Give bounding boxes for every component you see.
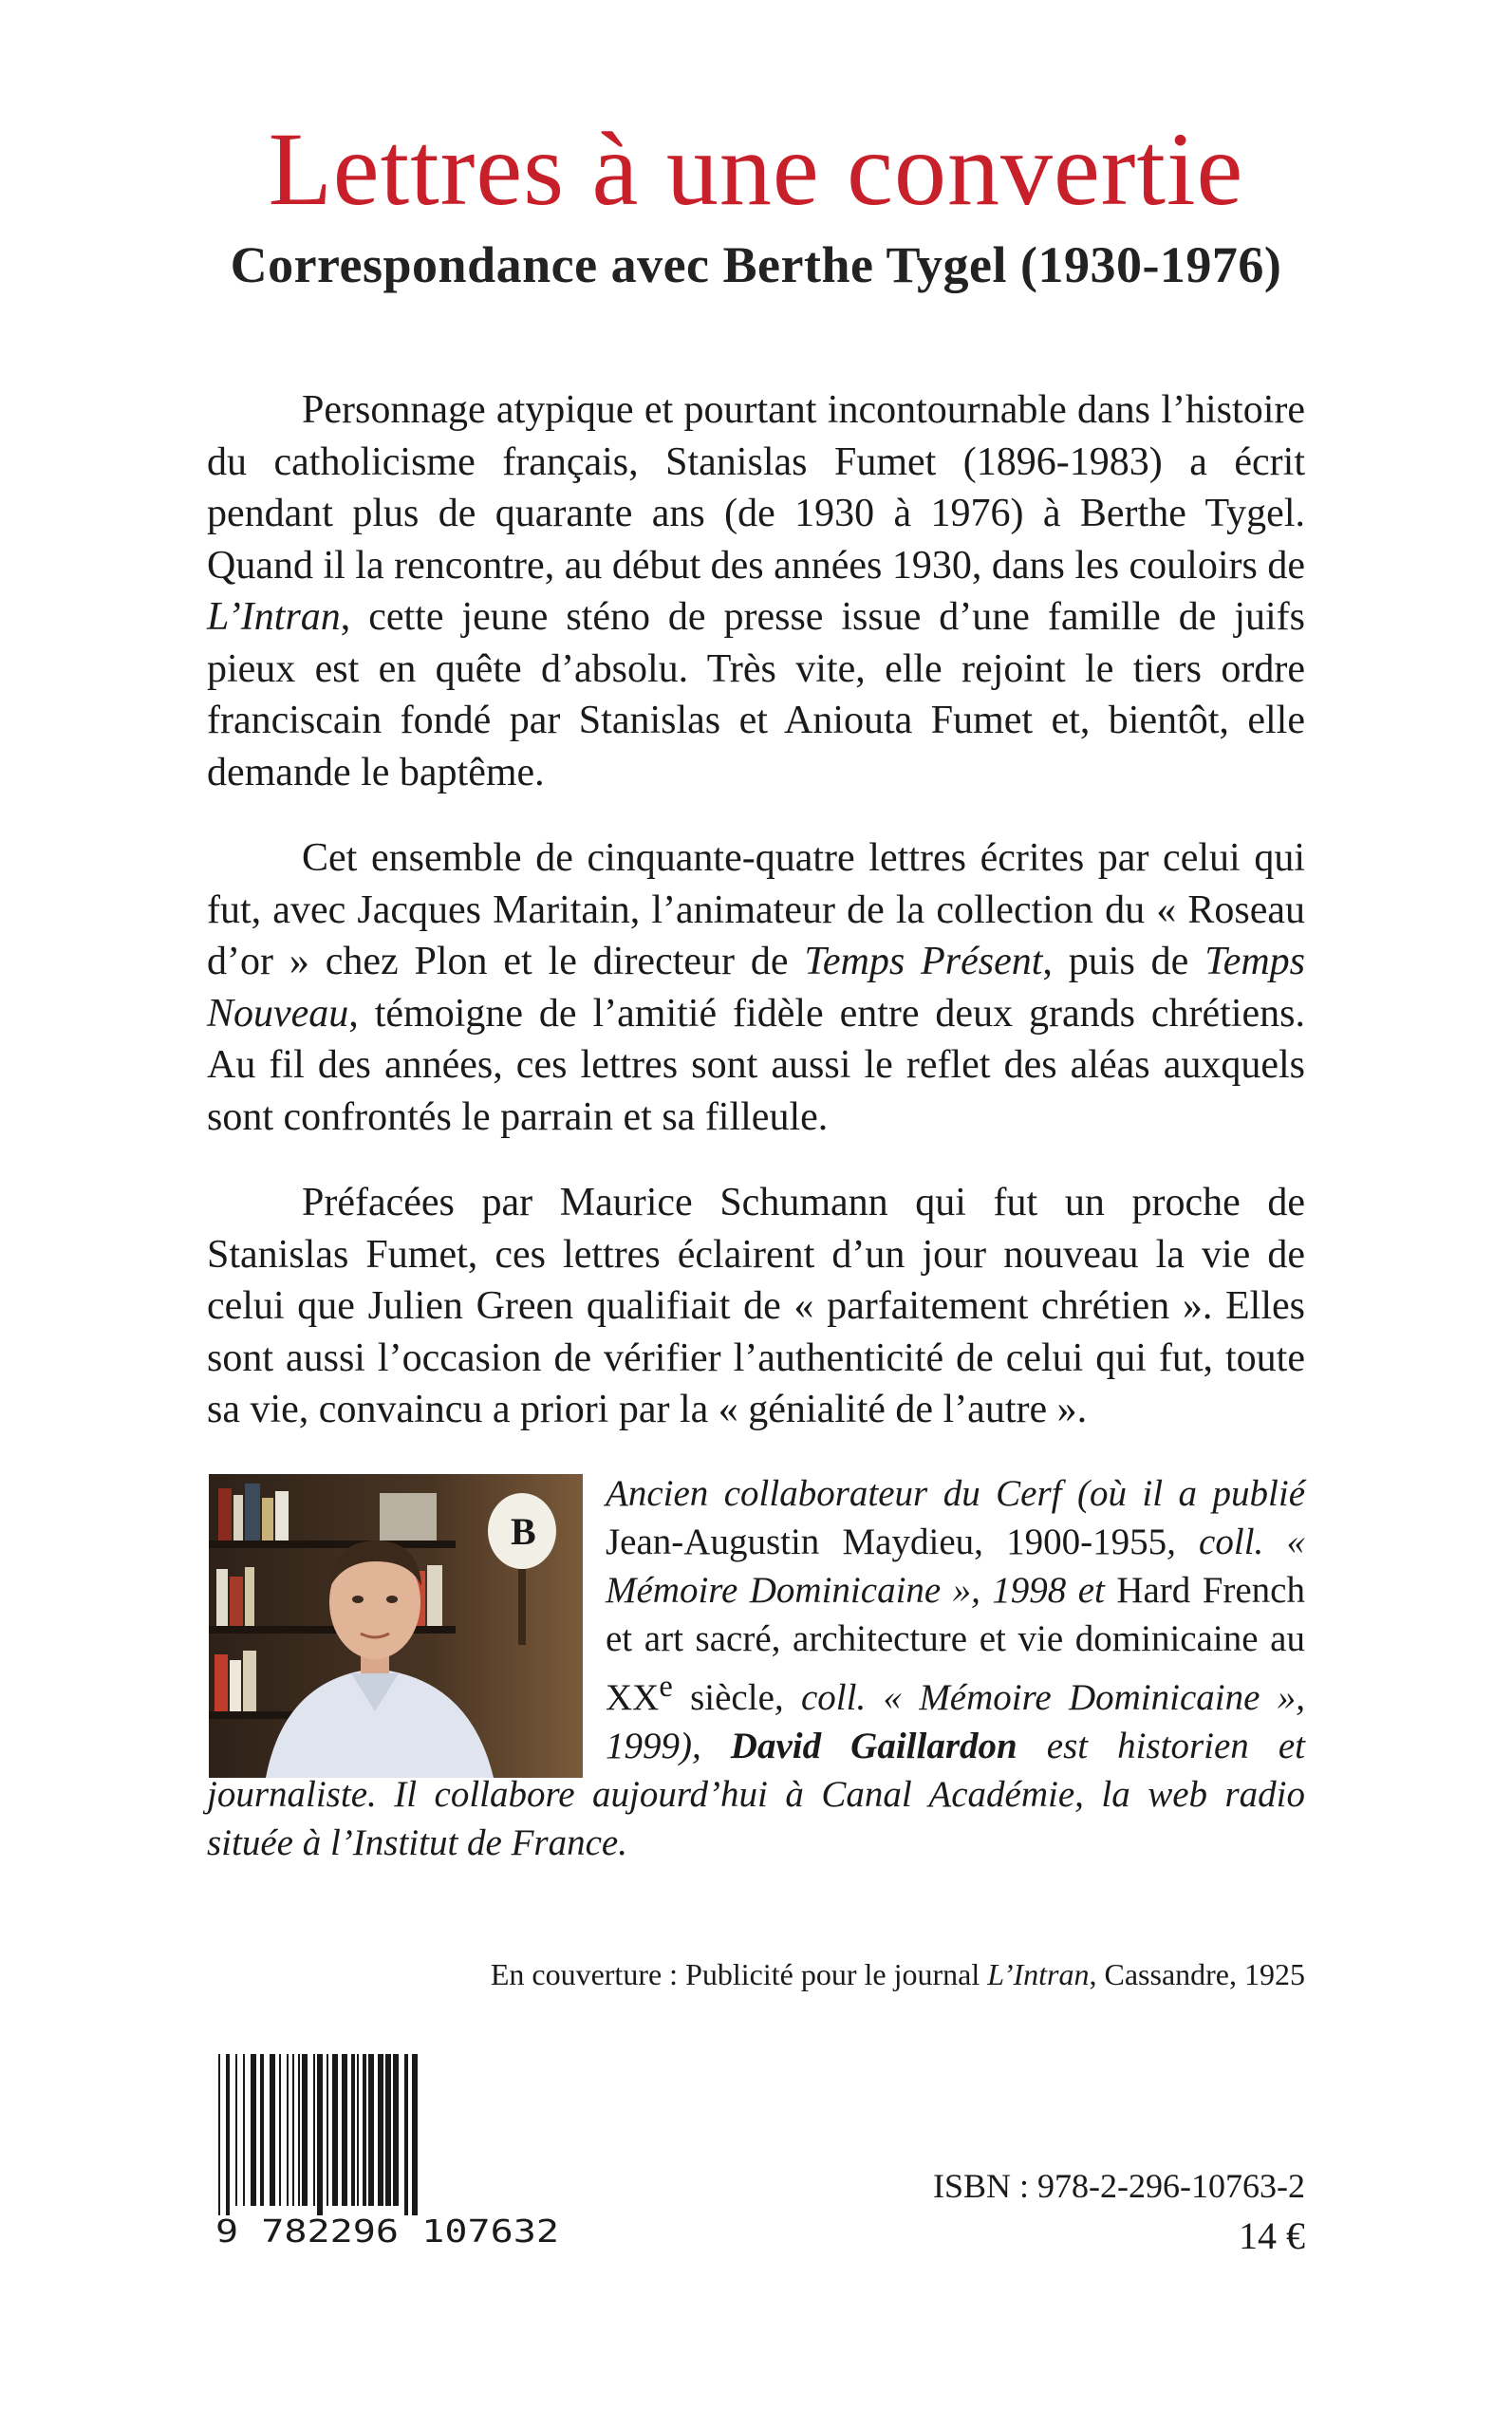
barcode-bar — [363, 2054, 366, 2206]
cover-credit: En couverture : Publicité pour le journal L’Intran, Cassandre, 1925 — [490, 1957, 1305, 1991]
price: 14 € — [1239, 2214, 1305, 2257]
barcode-bar — [270, 2054, 275, 2206]
synopsis-paragraph-3: Préfacées par Maurice Schumann qui fut un proche de Stanislas Fumet, ces lettres éclairent d’un jour nouveau la vie de celui que Julien Green qualifiait de « parfaitement chrétien ». Elles sont aussi l’occasion de vérifier l’authenticité de celui qui fut, toute sa vie, convaincu a priori par la « génialité de l’autre ». — [207, 1181, 1305, 1431]
book-subtitle: Correspondance avec Berthe Tygel (1930-1976) — [230, 236, 1282, 293]
barcode-bar — [313, 2054, 315, 2206]
synopsis-paragraph-2: Cet ensemble de cinquante-quatre lettres écrites par celui qui fut, avec Jacques Maritain, l’animateur de la collection du « Roseau d’or » chez Plon et le directeur de Temps Présent, puis de Temps Nouveau, témoigne de l’amitié fidèle entre deux grands chrétiens. Au fil des années, ces lettres sont aussi le reflet des aléas auxquels sont confrontés le parrain et sa filleule. — [207, 836, 1306, 1139]
barcode-bar — [404, 2054, 408, 2215]
barcode-bar — [226, 2054, 230, 2215]
barcode-bar — [235, 2054, 237, 2206]
barcode-bar — [351, 2054, 355, 2206]
svg-text:B: B — [511, 1510, 536, 1553]
author-bio: Ancien collaborateur du Cerf (où il a publié Jean-Augustin Maydieu, 1900-1955, coll. « Mémoire Dominicaine », 1998 et Hard French et art sacré, architecture et vie dominicaine au XXe siècle, coll. « Mémoire Dominicaine », 1999), David Gaillardon est historien et journaliste. Il collabore aujourd’hui à Canal Académie, la web radio située à l’Institut de France. — [207, 1469, 1305, 1867]
barcode-bar — [357, 2054, 359, 2206]
barcode-digits: 9 782296 107632 — [215, 2213, 559, 2250]
barcode-bar — [393, 2054, 399, 2206]
barcode — [207, 2050, 568, 2250]
barcode-bar — [218, 2054, 220, 2215]
barcode-bar — [302, 2054, 308, 2206]
barcode-bar — [332, 2054, 338, 2206]
barcode-bar — [251, 2054, 256, 2206]
barcode-bar — [385, 2054, 391, 2206]
barcode-bar — [298, 2054, 300, 2206]
barcode-bar — [243, 2054, 245, 2206]
synopsis — [207, 384, 1305, 1470]
barcode-bar — [327, 2054, 328, 2206]
photo-spacer — [207, 1469, 606, 1760]
barcode-bar — [368, 2054, 374, 2206]
isbn: ISBN : 978-2-296-10763-2 — [933, 2167, 1305, 2205]
barcode-bar — [279, 2054, 281, 2206]
barcode-bar — [342, 2054, 347, 2206]
book-title: Lettres à une convertie — [268, 111, 1244, 227]
synopsis-paragraph-1: Personnage atypique et pourtant incontournable dans l’histoire du catholicisme français, Stanislas Fumet (1896-1983) a écrit pendant plus de quarante ans (de 1930 à 1976) à Berthe Tygel. Quand il la rencontre, au début des années 1930, dans les couloirs de L’Intran, cette jeune sténo de presse issue d’une famille de juifs pieux est en quête d’absolu. Très vite, elle rejoint le tiers ordre franciscain fondé par Stanislas et Aniouta Fumet et, bientôt, elle demande le baptême. — [207, 388, 1305, 794]
barcode-bar — [412, 2054, 418, 2215]
barcode-bar — [260, 2054, 264, 2206]
barcode-bar — [287, 2054, 289, 2206]
barcode-bar — [317, 2054, 323, 2215]
barcode-bar — [292, 2054, 294, 2206]
barcode-bar — [378, 2054, 383, 2206]
author-name: David Gaillardon — [730, 1726, 1017, 1766]
